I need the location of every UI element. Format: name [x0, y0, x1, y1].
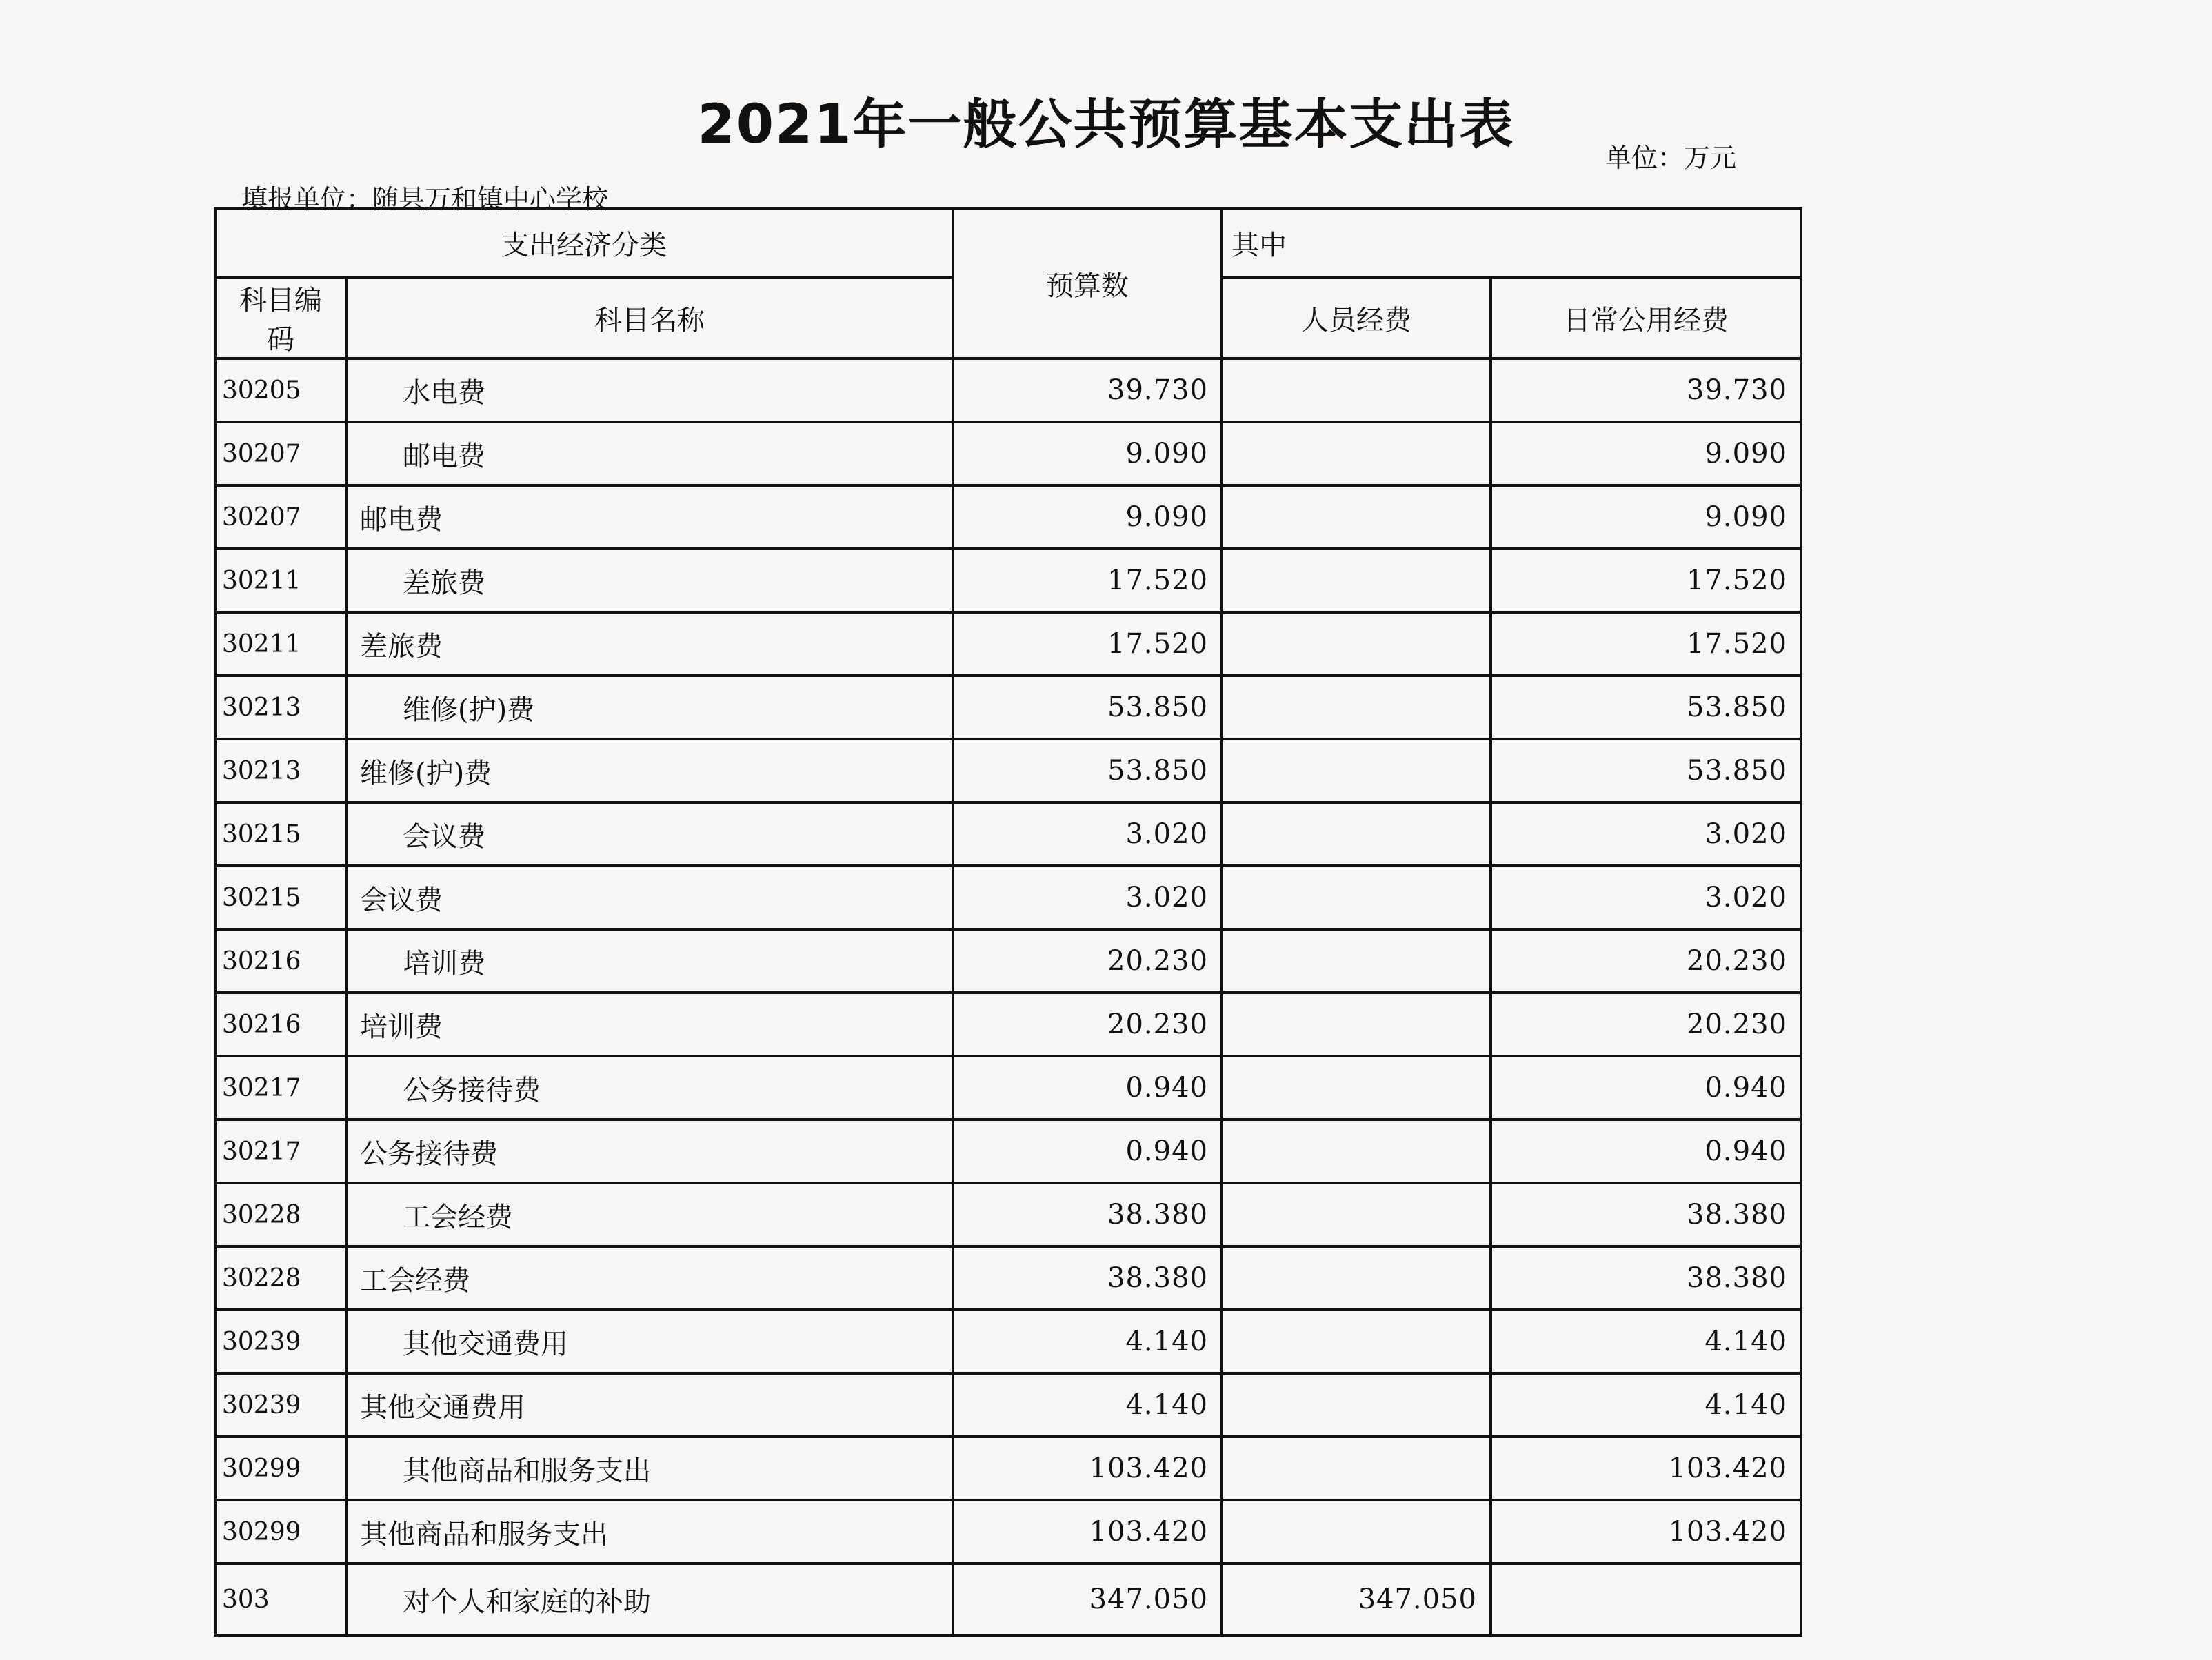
table-row [215, 1373, 1801, 1437]
row-personnel [1222, 676, 1491, 739]
row-public: 17.520 [1491, 612, 1801, 676]
row-name: 培训费 [346, 993, 953, 1056]
table-row [215, 1310, 1801, 1373]
row-budget: 347.050 [953, 1563, 1222, 1635]
header-name: 科目名称 [346, 277, 953, 358]
row-public [1491, 1563, 1801, 1635]
table-row [215, 802, 1801, 866]
row-code: 30299 [215, 1437, 346, 1500]
row-personnel [1222, 1310, 1491, 1373]
table-row [215, 1120, 1801, 1183]
row-name: 邮电费 [346, 422, 953, 485]
table-row [215, 549, 1801, 612]
row-budget: 103.420 [953, 1437, 1222, 1500]
table-row [215, 739, 1801, 802]
row-name: 会议费 [346, 866, 953, 929]
row-name: 其他商品和服务支出 [346, 1500, 953, 1563]
row-personnel [1222, 929, 1491, 993]
row-name: 维修(护)费 [346, 739, 953, 802]
row-public: 103.420 [1491, 1437, 1801, 1500]
row-name: 工会经费 [346, 1246, 953, 1310]
table-row [215, 866, 1801, 929]
row-personnel [1222, 993, 1491, 1056]
row-budget: 4.140 [953, 1310, 1222, 1373]
row-code: 30213 [215, 676, 346, 739]
row-code: 30205 [215, 358, 346, 422]
table-body [215, 358, 1801, 1635]
row-code: 30215 [215, 866, 346, 929]
table-row [215, 1183, 1801, 1246]
row-public: 53.850 [1491, 739, 1801, 802]
row-personnel [1222, 866, 1491, 929]
row-public: 53.850 [1491, 676, 1801, 739]
row-public: 39.730 [1491, 358, 1801, 422]
row-name: 其他商品和服务支出 [346, 1437, 953, 1500]
row-name: 公务接待费 [346, 1120, 953, 1183]
row-public: 9.090 [1491, 485, 1801, 549]
table-row [215, 612, 1801, 676]
row-public: 20.230 [1491, 993, 1801, 1056]
row-name: 对个人和家庭的补助 [346, 1563, 953, 1635]
row-code: 303 [215, 1563, 346, 1635]
row-code: 30216 [215, 993, 346, 1056]
row-budget: 20.230 [953, 929, 1222, 993]
row-budget: 53.850 [953, 739, 1222, 802]
row-personnel [1222, 549, 1491, 612]
row-personnel [1222, 1437, 1491, 1500]
row-personnel [1222, 1056, 1491, 1120]
header-budget: 预算数 [953, 208, 1222, 358]
row-name: 工会经费 [346, 1183, 953, 1246]
table-row [215, 358, 1801, 422]
row-public: 38.380 [1491, 1183, 1801, 1246]
table-row [215, 485, 1801, 549]
row-name: 差旅费 [346, 549, 953, 612]
row-budget: 38.380 [953, 1246, 1222, 1310]
row-personnel [1222, 485, 1491, 549]
row-budget: 39.730 [953, 358, 1222, 422]
row-public: 0.940 [1491, 1056, 1801, 1120]
row-public: 38.380 [1491, 1246, 1801, 1310]
row-budget: 17.520 [953, 549, 1222, 612]
row-public: 9.090 [1491, 422, 1801, 485]
header-category-group: 支出经济分类 [215, 208, 953, 277]
row-personnel [1222, 1120, 1491, 1183]
row-code: 30213 [215, 739, 346, 802]
filling-unit-label: 填报单位：随县万和镇中心学校 [241, 184, 609, 214]
document-title: 2021年一般公共预算基本支出表 [697, 94, 1515, 156]
row-personnel [1222, 1373, 1491, 1437]
row-budget: 17.520 [953, 612, 1222, 676]
row-budget: 103.420 [953, 1500, 1222, 1563]
row-personnel [1222, 739, 1491, 802]
header-public: 日常公用经费 [1491, 277, 1801, 358]
row-personnel [1222, 358, 1491, 422]
row-code: 30228 [215, 1183, 346, 1246]
row-code: 30211 [215, 612, 346, 676]
row-public: 4.140 [1491, 1310, 1801, 1373]
row-code: 30217 [215, 1056, 346, 1120]
row-budget: 53.850 [953, 676, 1222, 739]
row-name: 差旅费 [346, 612, 953, 676]
row-name: 维修(护)费 [346, 676, 953, 739]
row-personnel [1222, 1246, 1491, 1310]
row-public: 3.020 [1491, 866, 1801, 929]
row-name: 水电费 [346, 358, 953, 422]
row-public: 17.520 [1491, 549, 1801, 612]
row-budget: 4.140 [953, 1373, 1222, 1437]
header-code: 科目编码 [215, 277, 346, 358]
row-code: 30228 [215, 1246, 346, 1310]
row-personnel [1222, 1183, 1491, 1246]
row-personnel [1222, 422, 1491, 485]
row-name: 邮电费 [346, 485, 953, 549]
table-header [215, 208, 1801, 358]
header-of-which: 其中 [1222, 208, 1801, 277]
row-public: 20.230 [1491, 929, 1801, 993]
row-public: 0.940 [1491, 1120, 1801, 1183]
budget-table [214, 207, 1802, 1637]
row-name: 公务接待费 [346, 1056, 953, 1120]
table-row [215, 929, 1801, 993]
row-name: 培训费 [346, 929, 953, 993]
row-code: 30299 [215, 1500, 346, 1563]
table-row [215, 993, 1801, 1056]
row-name: 会议费 [346, 802, 953, 866]
row-name: 其他交通费用 [346, 1310, 953, 1373]
row-budget: 9.090 [953, 485, 1222, 549]
table-row [215, 1437, 1801, 1500]
row-budget: 20.230 [953, 993, 1222, 1056]
row-budget: 0.940 [953, 1120, 1222, 1183]
row-code: 30207 [215, 485, 346, 549]
row-public: 103.420 [1491, 1500, 1801, 1563]
row-code: 30239 [215, 1310, 346, 1373]
row-budget: 3.020 [953, 866, 1222, 929]
row-code: 30216 [215, 929, 346, 993]
row-budget: 0.940 [953, 1056, 1222, 1120]
row-personnel: 347.050 [1222, 1563, 1491, 1635]
row-code: 30207 [215, 422, 346, 485]
row-code: 30211 [215, 549, 346, 612]
row-budget: 9.090 [953, 422, 1222, 485]
row-public: 3.020 [1491, 802, 1801, 866]
table-row [215, 1563, 1801, 1635]
row-budget: 38.380 [953, 1183, 1222, 1246]
row-code: 30217 [215, 1120, 346, 1183]
header-personnel: 人员经费 [1222, 277, 1491, 358]
row-public: 4.140 [1491, 1373, 1801, 1437]
table-row [215, 1246, 1801, 1310]
row-personnel [1222, 802, 1491, 866]
row-personnel [1222, 1500, 1491, 1563]
row-budget: 3.020 [953, 802, 1222, 866]
table-row [215, 422, 1801, 485]
unit-label: 单位：万元 [1605, 143, 1736, 173]
table-row [215, 676, 1801, 739]
table-row [215, 1056, 1801, 1120]
row-code: 30239 [215, 1373, 346, 1437]
row-name: 其他交通费用 [346, 1373, 953, 1437]
table-row [215, 1500, 1801, 1563]
row-code: 30215 [215, 802, 346, 866]
row-personnel [1222, 612, 1491, 676]
